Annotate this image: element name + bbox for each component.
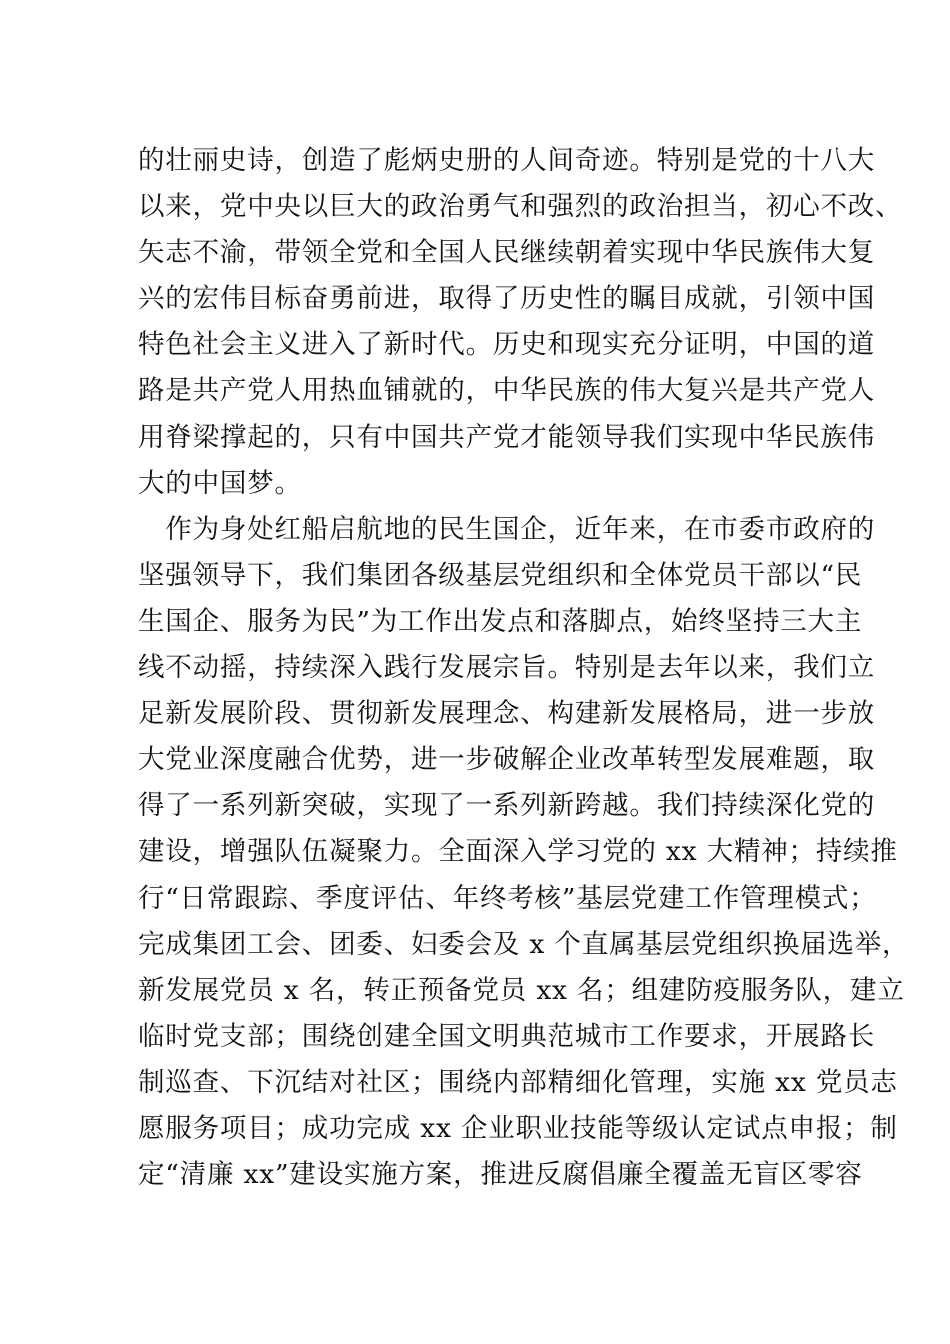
text-line: 得了一系列新突破，实现了一系列新跨越。我们持续深化党的 <box>138 790 876 822</box>
text-line: 线不动摇，持续深入践行发展宗旨。特别是去年以来，我们立 <box>138 652 876 684</box>
text-line: 用脊梁撑起的，只有中国共产党才能领导我们实现中华民族伟 <box>138 421 876 453</box>
text-line: 临时党支部；围绕创建全国文明典范城市工作要求，开展路长 <box>138 1020 876 1052</box>
text-line: 大党业深度融合优势，进一步破解企业改革转型发展难题，取 <box>138 744 876 776</box>
text-line: 作为身处红船启航地的民生国企，近年来，在市委市政府的 <box>138 513 876 545</box>
text-line: 完成集团工会、团委、妇委会及 x 个直属基层党组织换届选举， <box>138 928 910 960</box>
text-line: 的壮丽史诗，创造了彪炳史册的人间奇迹。特别是党的十八大 <box>138 145 876 176</box>
text-line: 行“日常跟踪、季度评估、年终考核”基层党建工作管理模式； <box>138 882 877 914</box>
text-line: 兴的宏伟目标奋勇前进，取得了历史性的瞩目成就，引领中国 <box>138 283 876 315</box>
text-line: 生国企、服务为民”为工作出发点和落脚点，始终坚持三大主 <box>138 605 863 637</box>
body-text <box>138 138 910 1198</box>
text-line: 足新发展阶段、贯彻新发展理念、构建新发展格局，进一步放 <box>138 698 876 730</box>
text-line: 大的中国梦。 <box>138 467 302 499</box>
text-line: 以来，党中央以巨大的政治勇气和强烈的政治担当，初心不改、 <box>138 191 903 223</box>
text-line: 坚强领导下，我们集团各级基层党组织和全体党员干部以“民 <box>138 559 863 591</box>
text-line: 建设，增强队伍凝聚力。全面深入学习党的 xx 大精神；持续推 <box>138 836 898 868</box>
text-line: 定“清廉 xx”建设实施方案，推进反腐倡廉全覆盖无盲区零容 <box>138 1159 863 1191</box>
text-line: 特色社会主义进入了新时代。历史和现实充分证明，中国的道 <box>138 329 876 361</box>
text-line: 矢志不渝，带领全党和全国人民继续朝着实现中华民族伟大复 <box>138 237 876 269</box>
text-line: 路是共产党人用热血铺就的，中华民族的伟大复兴是共产党人 <box>138 375 876 407</box>
text-line: 制巡查、下沉结对社区；围绕内部精细化管理，实施 xx 党员志 <box>138 1066 898 1098</box>
text-line: 愿服务项目；成功完成 xx 企业职业技能等级认定试点申报；制 <box>138 1112 898 1144</box>
text-line: 新发展党员 x 名，转正预备党员 xx 名；组建防疫服务队，建立 <box>138 974 905 1006</box>
